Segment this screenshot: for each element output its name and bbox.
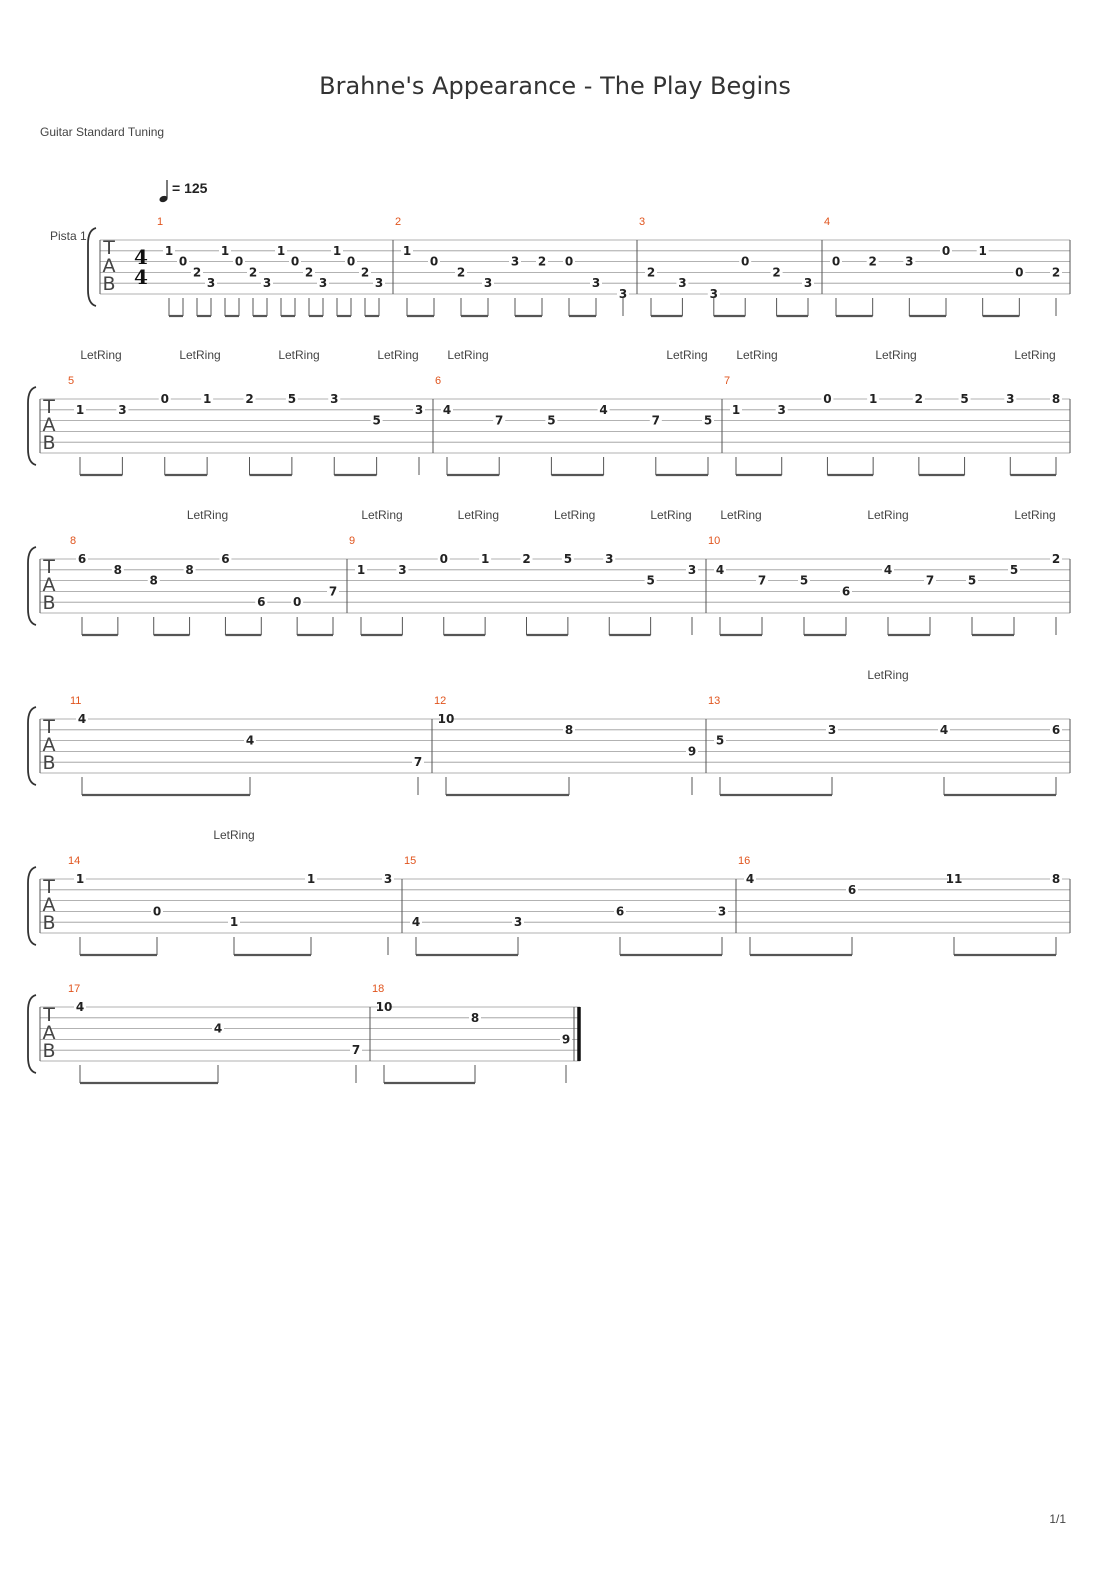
tab-clef-letter: A — [42, 414, 56, 436]
tab-note: 3 — [1006, 392, 1015, 406]
measure-number: 2 — [395, 216, 402, 228]
tab-clef-letter: B — [42, 592, 56, 614]
tab-note: 1 — [164, 243, 174, 258]
tab-note: 3 — [414, 402, 424, 417]
tab-note: 4 — [442, 402, 452, 417]
let-ring-annotation: LetRing — [1014, 508, 1056, 522]
tab-note: 3 — [513, 915, 523, 930]
tab-note: 3 — [709, 287, 718, 301]
tab-note: 2 — [1051, 552, 1061, 566]
let-ring-annotation: LetRing — [867, 668, 909, 682]
tab-note: 3 — [777, 402, 786, 417]
measure-number: 1 — [157, 216, 164, 228]
tab-note: 3 — [591, 276, 601, 291]
tab-note: 1 — [480, 552, 490, 566]
tab-clef-letter: A — [42, 894, 56, 916]
tab-note: 1 — [978, 243, 987, 258]
tab-note: 3 — [827, 722, 837, 737]
tab-note: 1 — [332, 243, 342, 258]
tab-clef-letter: B — [42, 1040, 56, 1062]
tab-note: 6 — [847, 882, 857, 897]
tab-note: 5 — [646, 573, 655, 588]
let-ring-annotation: LetRing — [867, 508, 909, 522]
tab-note: 3 — [717, 904, 727, 919]
tab-note: 1 — [402, 243, 412, 258]
measure-number: 11 — [70, 695, 82, 707]
tab-clef-letter: A — [42, 734, 56, 756]
tab-note: 5 — [960, 392, 969, 406]
tab-note: 6 — [257, 595, 266, 610]
measure-number: 5 — [68, 375, 75, 387]
tab-note: 7 — [328, 584, 338, 599]
tab-clef-letter: T — [43, 396, 55, 418]
tab-note: 4 — [77, 712, 87, 726]
measure-number: 6 — [435, 375, 442, 387]
measure-number: 15 — [404, 855, 417, 867]
tab-note: 3 — [262, 276, 272, 291]
tab-note: 2 — [245, 392, 254, 406]
tab-note: 1 — [356, 562, 366, 577]
measure-number: 8 — [70, 535, 77, 547]
measure-number: 4 — [824, 216, 831, 228]
tab-note: 2 — [646, 265, 656, 280]
tab-note: 6 — [1051, 722, 1061, 737]
tab-note: 10 — [375, 1000, 393, 1014]
system-brace — [28, 547, 36, 625]
let-ring-annotation: LetRing — [361, 508, 403, 522]
tab-clef-letter: B — [42, 752, 56, 774]
measure-number: 3 — [639, 216, 646, 228]
tab-note: 7 — [651, 413, 660, 428]
let-ring-annotation: LetRing — [1014, 348, 1056, 362]
measure-number: 13 — [708, 695, 721, 707]
tab-clef-letter: A — [42, 1022, 56, 1044]
tab-note: 3 — [330, 392, 339, 406]
tab-note: 2 — [522, 552, 531, 566]
measure-number: 14 — [68, 855, 81, 867]
let-ring-annotation: LetRing — [278, 348, 320, 362]
tab-note: 2 — [456, 265, 466, 280]
system-brace — [28, 867, 36, 945]
system-brace — [88, 228, 96, 306]
tab-note: 8 — [185, 562, 194, 577]
tab-note: 9 — [561, 1032, 571, 1047]
measure-number: 7 — [724, 375, 731, 387]
tab-note: 8 — [470, 1010, 480, 1025]
tab-note: 7 — [495, 413, 504, 428]
tab-note: 5 — [1009, 562, 1019, 577]
tab-note: 8 — [1051, 392, 1061, 406]
tab-note: 0 — [346, 254, 356, 269]
tab-note: 4 — [245, 733, 255, 748]
tab-note: 3 — [678, 276, 687, 291]
tab-note: 0 — [429, 254, 439, 269]
tab-note: 5 — [967, 573, 977, 588]
tab-note: 1 — [868, 392, 878, 406]
tab-note: 2 — [914, 392, 924, 406]
tab-note: 2 — [537, 254, 547, 269]
tempo-value: = 125 — [172, 180, 208, 196]
measure-number: 9 — [349, 535, 356, 547]
tab-note: 6 — [615, 904, 625, 919]
tab-note: 8 — [1051, 872, 1061, 886]
tab-note: 3 — [383, 872, 393, 886]
let-ring-annotation: LetRing — [720, 508, 762, 522]
tab-clef-letter: T — [43, 876, 55, 898]
tab-note: 6 — [841, 584, 851, 599]
tab-note: 0 — [178, 254, 188, 269]
let-ring-annotation: LetRing — [213, 828, 255, 842]
tab-note: 0 — [823, 392, 832, 406]
system-brace — [28, 707, 36, 785]
measure-number: 18 — [372, 983, 385, 995]
tab-note: 3 — [118, 402, 127, 417]
let-ring-annotation: LetRing — [666, 348, 708, 362]
measure-number: 10 — [708, 535, 721, 547]
tab-note: 2 — [360, 265, 370, 280]
let-ring-annotation: LetRing — [186, 508, 229, 522]
measure-number: 16 — [738, 855, 751, 867]
tab-note: 3 — [905, 254, 914, 269]
tab-note: 2 — [304, 265, 314, 280]
tab-note: 3 — [374, 276, 384, 291]
tab-note: 1 — [75, 872, 85, 886]
tab-note: 8 — [113, 562, 123, 577]
tab-note: 9 — [687, 744, 697, 759]
tab-note: 5 — [715, 733, 725, 748]
tab-note: 0 — [564, 254, 574, 269]
tab-note: 3 — [605, 552, 614, 566]
tab-note: 7 — [413, 755, 423, 770]
let-ring-annotation: LetRing — [736, 348, 778, 362]
tab-clef-letter: T — [43, 1004, 55, 1026]
tab-note: 4 — [939, 722, 949, 737]
tab-note: 1 — [220, 243, 230, 258]
tab-note: 4 — [599, 402, 608, 417]
tab-clef-letter: B — [42, 912, 56, 934]
let-ring-annotation: LetRing — [179, 348, 221, 362]
let-ring-annotation: LetRing — [553, 508, 596, 522]
tuning-label: Guitar Standard Tuning — [40, 125, 165, 139]
tab-clef-letter: T — [43, 716, 55, 738]
tab-note: 7 — [351, 1043, 361, 1058]
tab-note: 3 — [803, 276, 813, 291]
tab-note: 2 — [248, 265, 258, 280]
tab-note: 6 — [221, 552, 230, 566]
tab-note: 8 — [149, 573, 158, 588]
let-ring-annotation: LetRing — [650, 508, 692, 522]
tab-note: 1 — [731, 402, 741, 417]
tab-clef-letter: A — [102, 255, 116, 277]
tab-note: 3 — [398, 562, 407, 577]
let-ring-annotation: LetRing — [875, 348, 917, 362]
let-ring-annotation: LetRing — [447, 348, 489, 362]
tab-note: 3 — [618, 287, 628, 301]
tab-note: 5 — [547, 413, 556, 428]
tab-note: 5 — [563, 552, 573, 566]
tab-note: 7 — [757, 573, 767, 588]
tab-note: 7 — [925, 573, 935, 588]
tab-note: 0 — [292, 595, 302, 610]
tab-note: 5 — [799, 573, 809, 588]
tab-note: 0 — [1015, 265, 1024, 280]
time-signature-bottom: 4 — [134, 265, 148, 289]
tab-note: 5 — [372, 413, 381, 428]
tab-clef-letter: T — [43, 556, 55, 578]
tab-note: 1 — [306, 872, 316, 886]
tab-note: 0 — [152, 904, 162, 919]
tab-note: 0 — [941, 243, 951, 258]
time-signature-top: 4 — [134, 245, 148, 269]
tab-clef-letter: B — [42, 432, 56, 454]
tab-note: 0 — [234, 254, 244, 269]
page-number: 1/1 — [1049, 1512, 1066, 1526]
tab-note: 3 — [687, 562, 697, 577]
tab-note: 6 — [77, 552, 87, 566]
tab-note: 0 — [741, 254, 750, 269]
tab-note: 4 — [213, 1021, 223, 1036]
tab-note: 4 — [715, 562, 725, 577]
score-title: Brahne's Appearance - The Play Begins — [319, 72, 791, 100]
tab-note: 0 — [439, 552, 448, 566]
tab-note: 3 — [318, 276, 328, 291]
tab-note: 11 — [945, 872, 963, 886]
system-brace — [28, 387, 36, 465]
track-name: Pista 1 — [50, 229, 87, 243]
tab-note: 0 — [831, 254, 841, 269]
let-ring-annotation: LetRing — [377, 348, 419, 362]
measure-number: 12 — [434, 695, 447, 707]
measure-number: 17 — [68, 983, 81, 995]
tab-clef-letter: T — [103, 237, 115, 259]
let-ring-annotation: LetRing — [80, 348, 122, 362]
tab-note: 8 — [564, 722, 574, 737]
tab-note: 4 — [75, 1000, 85, 1014]
system-brace — [28, 995, 36, 1073]
tab-note: 2 — [772, 265, 781, 280]
tab-clef-letter: A — [42, 574, 56, 596]
tab-note: 3 — [483, 276, 493, 291]
tab-note: 5 — [703, 413, 713, 428]
tab-note: 2 — [868, 254, 877, 269]
tab-note: 3 — [206, 276, 216, 291]
tab-note: 0 — [290, 254, 300, 269]
tab-note: 3 — [510, 254, 520, 269]
let-ring-annotation: LetRing — [457, 508, 500, 522]
tab-note: 4 — [883, 562, 893, 577]
tab-note: 2 — [192, 265, 202, 280]
tab-note: 4 — [411, 915, 421, 930]
tab-note: 5 — [287, 392, 297, 406]
tab-note: 2 — [1051, 265, 1061, 280]
tab-note: 1 — [75, 402, 85, 417]
tab-note: 1 — [229, 915, 239, 930]
tab-note: 1 — [276, 243, 286, 258]
tab-note: 4 — [745, 872, 755, 886]
tab-note: 1 — [202, 392, 212, 406]
tab-clef-letter: B — [102, 273, 116, 295]
tab-note: 0 — [160, 392, 169, 406]
tab-note: 10 — [437, 712, 455, 726]
